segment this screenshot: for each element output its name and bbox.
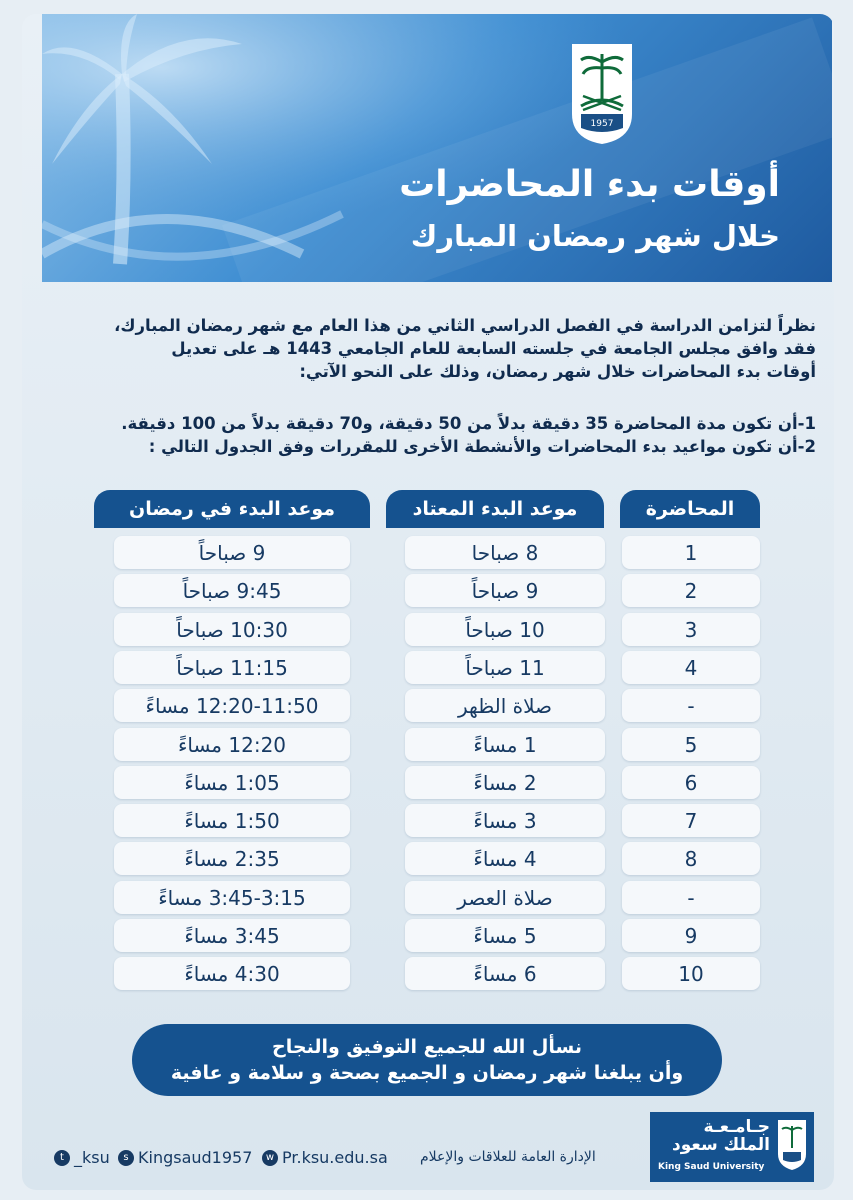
globe-icon: w bbox=[262, 1150, 278, 1166]
cell-lecture: 4 bbox=[622, 651, 760, 684]
step-1: 1-أن تكون مدة المحاضرة 35 دقيقة بدلاً من 50 دقيقة، و70 دقيقة بدلاً من 100 دقيقة. bbox=[121, 414, 816, 433]
cell-ramadan-time: 12:20 مساءً bbox=[114, 728, 350, 761]
cell-ramadan-time: 3:45 مساءً bbox=[114, 919, 350, 952]
cell-lecture: 6 bbox=[622, 766, 760, 799]
cell-regular-time: 8 صباحا bbox=[405, 536, 605, 569]
step-2: 2-أن تكون مواعيد بدء المحاضرات والأنشطة الأخرى للمقررات وفق الجدول التالي : bbox=[148, 437, 816, 456]
cell-regular-time: 6 مساءً bbox=[405, 957, 605, 990]
website-link[interactable] bbox=[262, 1148, 388, 1167]
cell-regular-time: 10 صباحاً bbox=[405, 613, 605, 646]
cell-regular-time: 4 مساءً bbox=[405, 842, 605, 875]
steps-list bbox=[36, 412, 816, 458]
cell-regular-time: 1 مساءً bbox=[405, 728, 605, 761]
header-regular-time: موعد البدء المعتاد bbox=[386, 490, 604, 528]
header-ramadan-time: موعد البدء في رمضان bbox=[94, 490, 370, 528]
cell-ramadan-time: 12:20-11:50 مساءً bbox=[114, 689, 350, 722]
snapchat-icon: s bbox=[118, 1150, 134, 1166]
cell-regular-time: 2 مساءً bbox=[405, 766, 605, 799]
prayer-line-1: نسأل الله للجميع التوفيق والنجاح bbox=[272, 1036, 582, 1058]
logo-year: 1957 bbox=[590, 119, 614, 129]
cell-lecture: - bbox=[622, 689, 760, 722]
cell-ramadan-time: 1:05 مساءً bbox=[114, 766, 350, 799]
twitter-handle: _ksu bbox=[74, 1148, 110, 1167]
department-name: الإدارة العامة للعلاقات والإعلام bbox=[420, 1149, 596, 1165]
announcement-card bbox=[22, 14, 834, 1190]
cell-lecture: 5 bbox=[622, 728, 760, 761]
prayer-line-2: وأن يبلغنا شهر رمضان و الجميع بصحة و سلامة و عافية bbox=[170, 1062, 684, 1084]
cell-regular-time: 11 صباحاً bbox=[405, 651, 605, 684]
cell-regular-time: 3 مساءً bbox=[405, 804, 605, 837]
intro-line: نظراً لتزامن الدراسة في الفصل الدراسي الثاني من هذا العام مع شهر رمضان المبارك، bbox=[114, 316, 816, 335]
header-banner bbox=[42, 14, 832, 282]
cell-lecture: 3 bbox=[622, 613, 760, 646]
intro-paragraph bbox=[36, 314, 816, 383]
ksu-name-ar-1: جـامـعـة bbox=[703, 1117, 770, 1137]
cell-regular-time: صلاة العصر bbox=[405, 881, 605, 914]
cell-regular-time: صلاة الظهر bbox=[405, 689, 605, 722]
cell-ramadan-time: 9 صباحاً bbox=[114, 536, 350, 569]
cell-lecture: 1 bbox=[622, 536, 760, 569]
snapchat-handle: Kingsaud1957 bbox=[138, 1148, 253, 1167]
website-url: Pr.ksu.edu.sa bbox=[282, 1148, 388, 1167]
snapchat-link[interactable] bbox=[118, 1148, 252, 1167]
cell-lecture: 9 bbox=[622, 919, 760, 952]
cell-ramadan-time: 10:30 صباحاً bbox=[114, 613, 350, 646]
cell-ramadan-time: 3:45-3:15 مساءً bbox=[114, 881, 350, 914]
cell-lecture: 8 bbox=[622, 842, 760, 875]
cell-ramadan-time: 1:50 مساءً bbox=[114, 804, 350, 837]
page-subtitle: خلال شهر رمضان المبارك bbox=[410, 219, 780, 253]
ksu-footer-logo bbox=[650, 1112, 814, 1182]
cell-lecture: - bbox=[622, 881, 760, 914]
ksu-logo-icon bbox=[567, 44, 637, 144]
cell-ramadan-time: 2:35 مساءً bbox=[114, 842, 350, 875]
cell-ramadan-time: 11:15 صباحاً bbox=[114, 651, 350, 684]
cell-lecture: 10 bbox=[622, 957, 760, 990]
cell-ramadan-time: 9:45 صباحاً bbox=[114, 574, 350, 607]
twitter-icon: t bbox=[54, 1150, 70, 1166]
cell-lecture: 2 bbox=[622, 574, 760, 607]
ksu-name-en: King Saud University bbox=[658, 1162, 765, 1172]
cell-regular-time: 9 صباحاً bbox=[405, 574, 605, 607]
ksu-name-ar-2: الملك سعود bbox=[672, 1135, 770, 1155]
cell-lecture: 7 bbox=[622, 804, 760, 837]
twitter-link[interactable] bbox=[54, 1148, 110, 1167]
cell-regular-time: 5 مساءً bbox=[405, 919, 605, 952]
header-lecture: المحاضرة bbox=[620, 490, 760, 528]
intro-line: أوقات بدء المحاضرات خلال شهر رمضان، وذلك على النحو الآتي: bbox=[299, 362, 816, 381]
intro-line: فقد وافق مجلس الجامعة في جلسته السابعة للعام الجامعي 1443 هـ على تعديل bbox=[171, 339, 816, 358]
cell-ramadan-time: 4:30 مساءً bbox=[114, 957, 350, 990]
ksu-emblem-icon bbox=[776, 1120, 808, 1170]
prayer-banner bbox=[132, 1024, 722, 1096]
page-title: أوقات بدء المحاضرات bbox=[399, 164, 780, 205]
